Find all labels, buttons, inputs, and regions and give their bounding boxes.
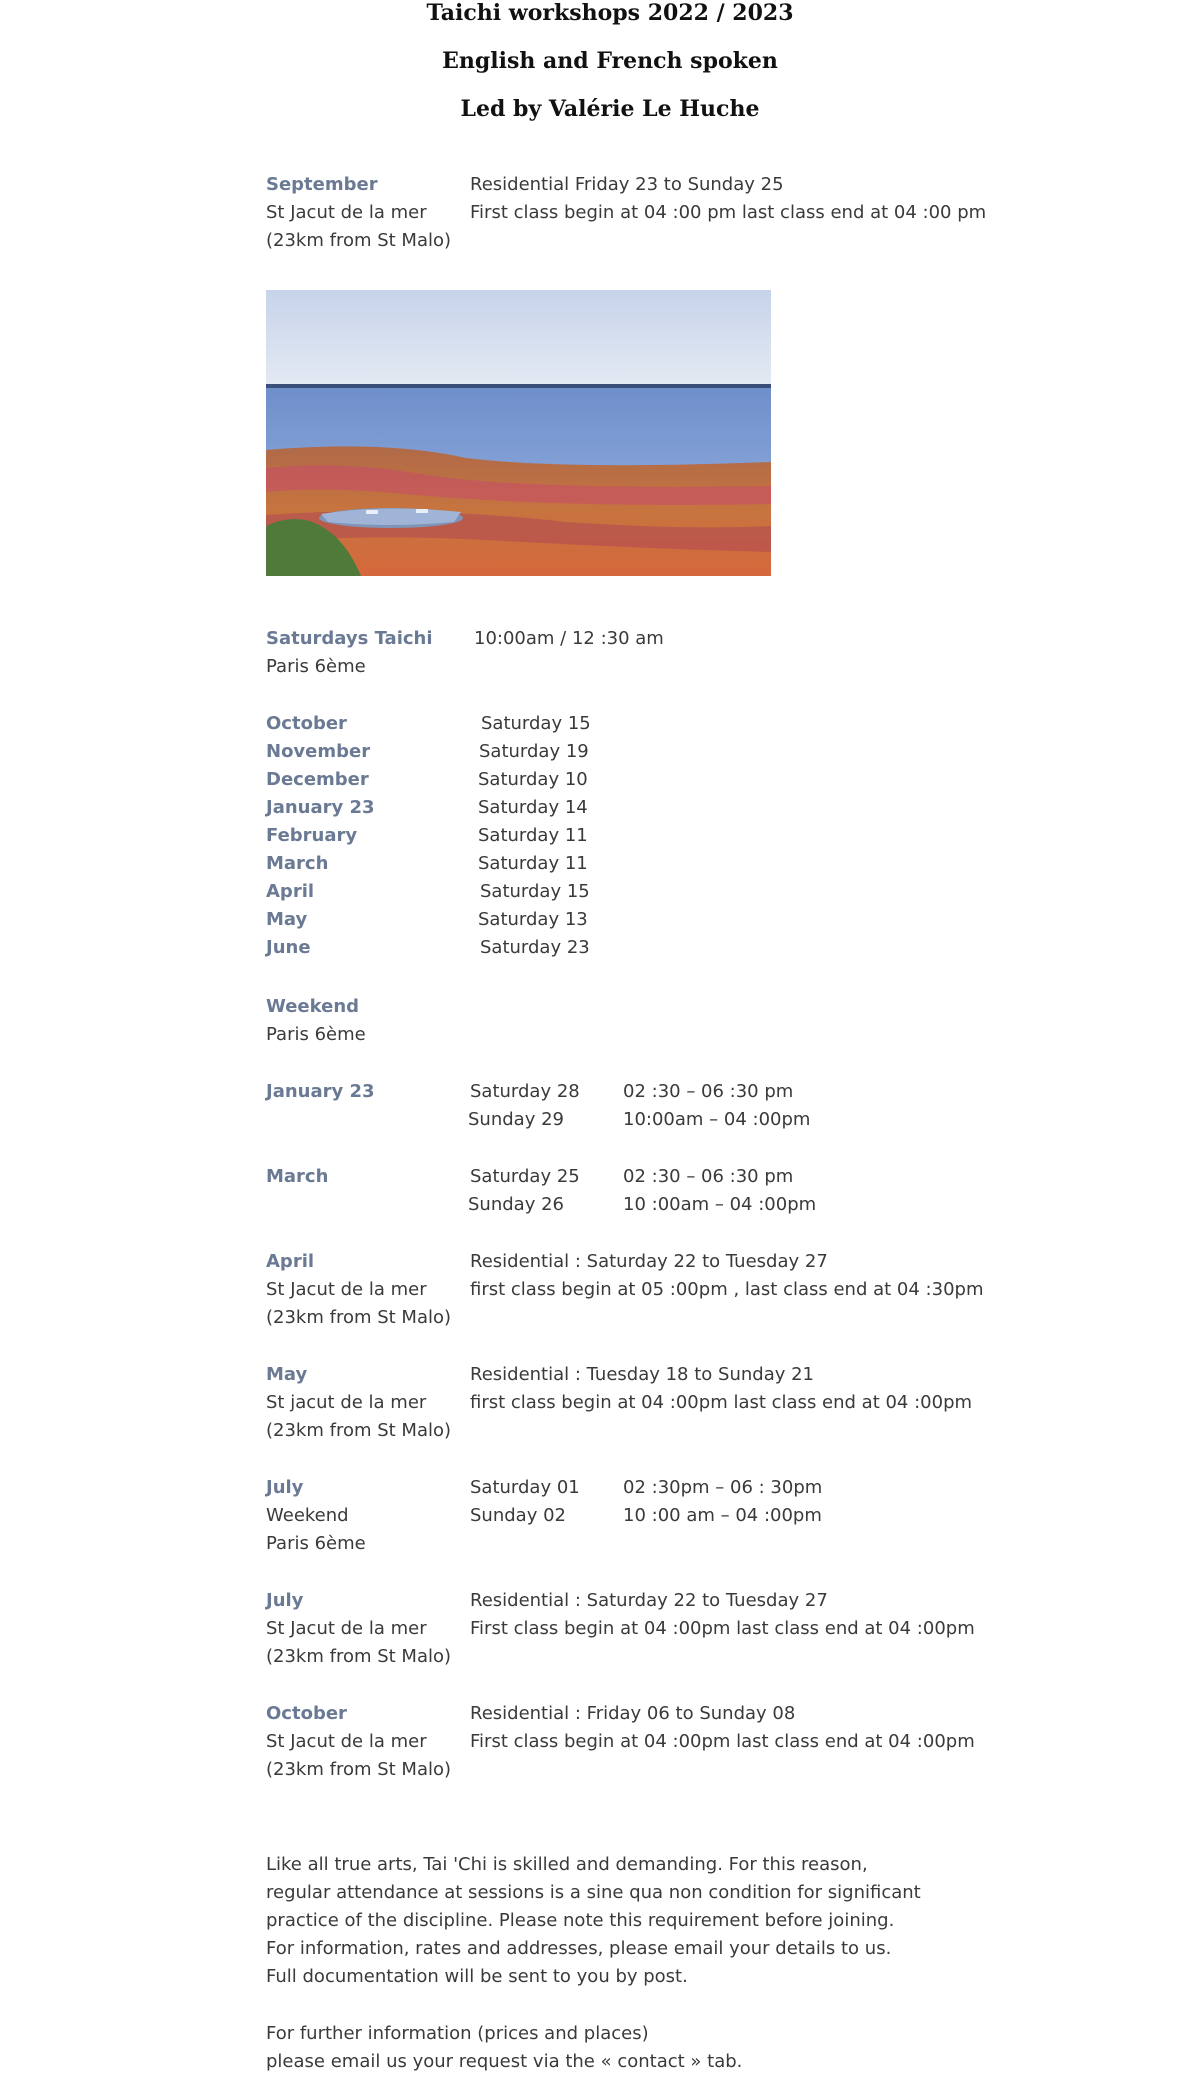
residential-month: April — [266, 1251, 315, 1272]
contact-line: please email us your request via the « contact » tab. — [266, 2051, 743, 2072]
september-times: First class begin at 04 :00 pm last class end at 04 :00 pm — [470, 202, 987, 223]
saturday-row-day: Saturday 14 — [478, 797, 588, 818]
residential-place-note: (23km from St Malo) — [266, 1759, 452, 1780]
weekend-day: Sunday 26 — [468, 1194, 564, 1215]
residential-month: July — [266, 1590, 304, 1611]
bay-photo — [266, 290, 771, 576]
attendance-paragraph: Like all true arts, Tai 'Chi is skilled and demanding. For this reason, regular attendance at sessions is a sine qua non condition for significant practice of the discipline. Please note this requirement before joining. — [266, 1854, 921, 1931]
weekend-place: Paris 6ème — [266, 1024, 366, 1045]
saturday-row-day: Saturday 11 — [478, 825, 588, 846]
residential-times: first class begin at 05 :00pm , last class end at 04 :30pm — [470, 1279, 984, 1300]
weekend-day: Saturday 28 — [470, 1081, 580, 1102]
weekend-time: 02 :30 – 06 :30 pm — [623, 1081, 794, 1102]
residential-times: first class begin at 04 :00pm last class end at 04 :00pm — [470, 1392, 973, 1413]
saturday-row-month: May — [266, 909, 308, 930]
information-paragraph: For information, rates and addresses, please email your details to us. Full documentation will be sent to you by post. — [266, 1938, 892, 1987]
weekend-time: 10 :00am – 04 :00pm — [623, 1194, 817, 1215]
saturday-row-day: Saturday 10 — [478, 769, 588, 790]
residential-place-note: (23km from St Malo) — [266, 1420, 452, 1441]
weekend-month: January 23 — [266, 1081, 375, 1102]
saturday-row-month: November — [266, 741, 371, 762]
september-place-note: (23km from St Malo) — [266, 230, 452, 251]
residential-place: St jacut de la mer — [266, 1392, 427, 1413]
page-leader: Led by Valérie Le Huche — [460, 96, 760, 122]
saturdays-place: Paris 6ème — [266, 656, 366, 677]
residential-times: First class begin at 04 :00pm last class end at 04 :00pm — [470, 1618, 975, 1639]
residential-dates: Residential : Saturday 22 to Tuesday 27 — [470, 1251, 828, 1272]
july-weekend-time: 02 :30pm – 06 : 30pm — [623, 1477, 823, 1498]
weekend-title: Weekend — [266, 996, 360, 1017]
july-weekend-place: Paris 6ème — [266, 1533, 366, 1554]
residential-month: May — [266, 1364, 308, 1385]
residential-dates: Residential : Friday 06 to Sunday 08 — [470, 1703, 796, 1724]
residential-dates: Residential : Saturday 22 to Tuesday 27 — [470, 1590, 828, 1611]
saturday-row-month: April — [266, 881, 315, 902]
residential-place: St Jacut de la mer — [266, 1731, 427, 1752]
saturday-row-month: October — [266, 713, 347, 734]
saturday-row-day: Saturday 23 — [480, 937, 590, 958]
residential-times: First class begin at 04 :00pm last class end at 04 :00pm — [470, 1731, 975, 1752]
residential-place-note: (23km from St Malo) — [266, 1646, 452, 1667]
saturday-row-day: Saturday 11 — [478, 853, 588, 874]
saturday-row-month: December — [266, 769, 369, 790]
residential-month: October — [266, 1703, 347, 1724]
page-title: Taichi workshops 2022 / 2023 — [426, 0, 794, 26]
residential-place-note: (23km from St Malo) — [266, 1307, 452, 1328]
saturday-row-day: Saturday 13 — [478, 909, 588, 930]
september-place: St Jacut de la mer — [266, 202, 427, 223]
july-weekend-day: Sunday 02 — [470, 1505, 566, 1526]
weekend-day: Sunday 29 — [468, 1109, 564, 1130]
saturday-row-month: March — [266, 853, 329, 874]
weekend-time: 10:00am – 04 :00pm — [623, 1109, 811, 1130]
july-weekend-label: Weekend — [266, 1505, 349, 1526]
page-subtitle: English and French spoken — [442, 48, 778, 74]
saturday-row-day: Saturday 15 — [480, 881, 590, 902]
weekend-month: March — [266, 1166, 329, 1187]
residential-dates: Residential : Tuesday 18 to Sunday 21 — [470, 1364, 815, 1385]
july-weekend-time: 10 :00 am – 04 :00pm — [623, 1505, 822, 1526]
september-dates: Residential Friday 23 to Sunday 25 — [470, 174, 784, 195]
saturday-row-day: Saturday 15 — [481, 713, 591, 734]
weekend-time: 02 :30 – 06 :30 pm — [623, 1166, 794, 1187]
weekend-day: Saturday 25 — [470, 1166, 580, 1187]
september-month: September — [266, 174, 378, 195]
july-weekend-day: Saturday 01 — [470, 1477, 580, 1498]
saturday-row-month: January 23 — [266, 797, 375, 818]
july-weekend-month: July — [266, 1477, 304, 1498]
saturday-row-month: February — [266, 825, 358, 846]
saturday-row-month: June — [266, 937, 311, 958]
saturdays-time: 10:00am / 12 :30 am — [474, 628, 664, 649]
saturdays-title: Saturdays Taichi — [266, 628, 433, 649]
saturday-row-day: Saturday 19 — [479, 741, 589, 762]
residential-place: St Jacut de la mer — [266, 1618, 427, 1639]
residential-place: St Jacut de la mer — [266, 1279, 427, 1300]
further-info-line: For further information (prices and places) — [266, 2023, 649, 2044]
